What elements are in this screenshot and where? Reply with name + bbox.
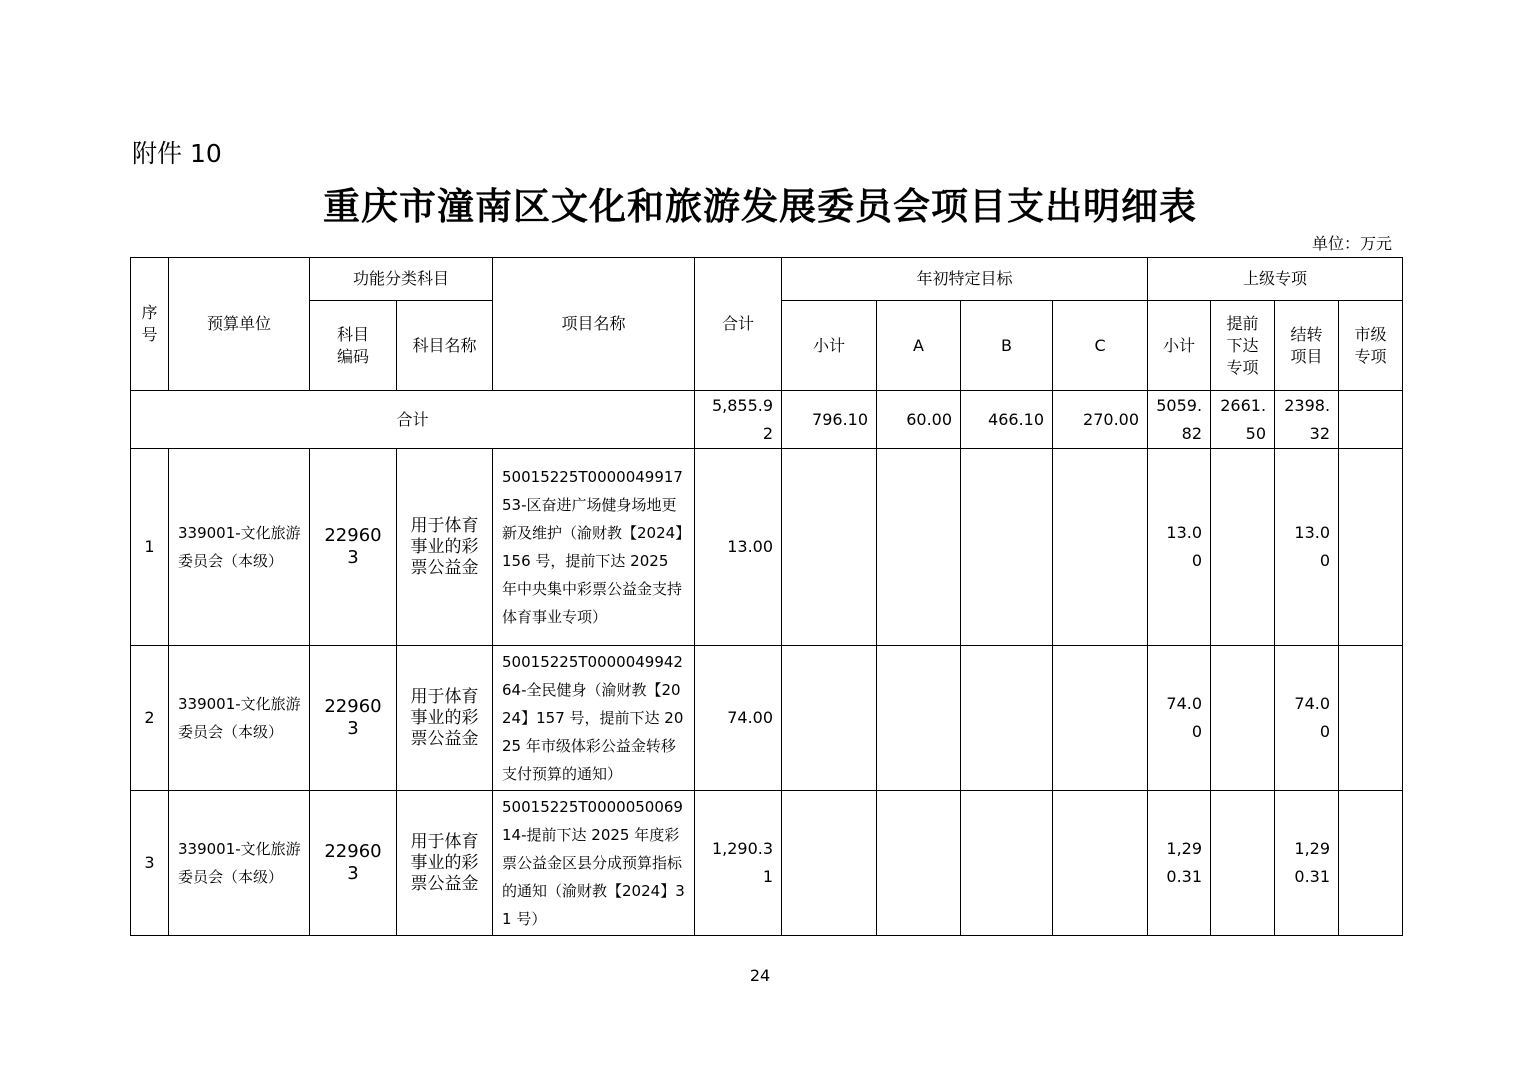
row-total: 1,290.31 xyxy=(695,791,782,936)
total-advance: 2661.50 xyxy=(1211,391,1275,449)
row-sup-subtotal: 74.00 xyxy=(1148,646,1211,791)
total-row xyxy=(131,391,1403,449)
total-city xyxy=(1339,391,1403,449)
expenditure-table xyxy=(130,257,1403,936)
header-subtotal: 小计 xyxy=(782,301,877,391)
row-subject-name: 用于体育事业的彩票公益金 xyxy=(397,449,493,646)
header-subject-code: 科目编码 xyxy=(310,301,397,391)
total-total: 5,855.92 xyxy=(695,391,782,449)
total-label: 合计 xyxy=(131,391,695,449)
header-budget-unit: 预算单位 xyxy=(169,258,310,391)
row-budget-unit: 339001-文化旅游委员会（本级） xyxy=(169,791,310,936)
table-row xyxy=(131,646,1403,791)
header-b: B xyxy=(961,301,1053,391)
total-b: 466.10 xyxy=(961,391,1053,449)
header-seq: 序号 xyxy=(131,258,169,391)
total-a: 60.00 xyxy=(877,391,961,449)
header-superior: 上级专项 xyxy=(1148,258,1403,301)
row-project-name: 50015225T000005006914-提前下达 2025 年度彩票公益金区县分成预算指标的通知（渝财教【2024】31 号） xyxy=(493,791,695,936)
total-sup-subtotal: 5059.82 xyxy=(1148,391,1211,449)
row-total: 13.00 xyxy=(695,449,782,646)
row-subject-code: 229603 xyxy=(310,791,397,936)
header-subject-name: 科目名称 xyxy=(397,301,493,391)
page-title: 重庆市潼南区文化和旅游发展委员会项目支出明细表 xyxy=(323,184,1197,228)
header-func-class: 功能分类科目 xyxy=(310,258,493,301)
row-total: 74.00 xyxy=(695,646,782,791)
row-carryover: 74.00 xyxy=(1275,646,1339,791)
row-subject-name: 用于体育事业的彩票公益金 xyxy=(397,646,493,791)
header-total: 合计 xyxy=(695,258,782,391)
row-sup-subtotal: 1,290.31 xyxy=(1148,791,1211,936)
row-subject-code: 229603 xyxy=(310,449,397,646)
row-seq: 2 xyxy=(131,646,169,791)
header-row-1 xyxy=(131,258,1403,301)
row-seq: 1 xyxy=(131,449,169,646)
row-budget-unit: 339001-文化旅游委员会（本级） xyxy=(169,646,310,791)
header-carryover: 结转项目 xyxy=(1275,301,1339,391)
row-budget-unit: 339001-文化旅游委员会（本级） xyxy=(169,449,310,646)
attachment-label: 附件 10 xyxy=(132,139,222,168)
total-c: 270.00 xyxy=(1053,391,1148,449)
header-city: 市级专项 xyxy=(1339,301,1403,391)
row-subject-name: 用于体育事业的彩票公益金 xyxy=(397,791,493,936)
total-carryover: 2398.32 xyxy=(1275,391,1339,449)
row-subject-code: 229603 xyxy=(310,646,397,791)
header-project-name: 项目名称 xyxy=(493,258,695,391)
row-project-name: 50015225T000004994264-全民健身（渝财教【2024】157 号，提前下达 2025 年市级体彩公益金转移支付预算的通知） xyxy=(493,646,695,791)
row-seq: 3 xyxy=(131,791,169,936)
unit-label: 单位：万元 xyxy=(1311,234,1392,253)
row-carryover: 13.00 xyxy=(1275,449,1339,646)
row-sup-subtotal: 13.00 xyxy=(1148,449,1211,646)
header-c: C xyxy=(1053,301,1148,391)
table-row xyxy=(131,791,1403,936)
table-row xyxy=(131,449,1403,646)
row-carryover: 1,290.31 xyxy=(1275,791,1339,936)
row-project-name: 50015225T000004991753-区奋进广场健身场地更新及维护（渝财教【2024】156 号，提前下达 2025 年中央集中彩票公益金支持体育事业专项） xyxy=(493,449,695,646)
header-advance: 提前下达专项 xyxy=(1211,301,1275,391)
header-specific-target: 年初特定目标 xyxy=(782,258,1148,301)
page-number: 24 xyxy=(749,966,771,985)
header-a: A xyxy=(877,301,961,391)
total-subtotal: 796.10 xyxy=(782,391,877,449)
header-superior-subtotal: 小计 xyxy=(1148,301,1211,391)
